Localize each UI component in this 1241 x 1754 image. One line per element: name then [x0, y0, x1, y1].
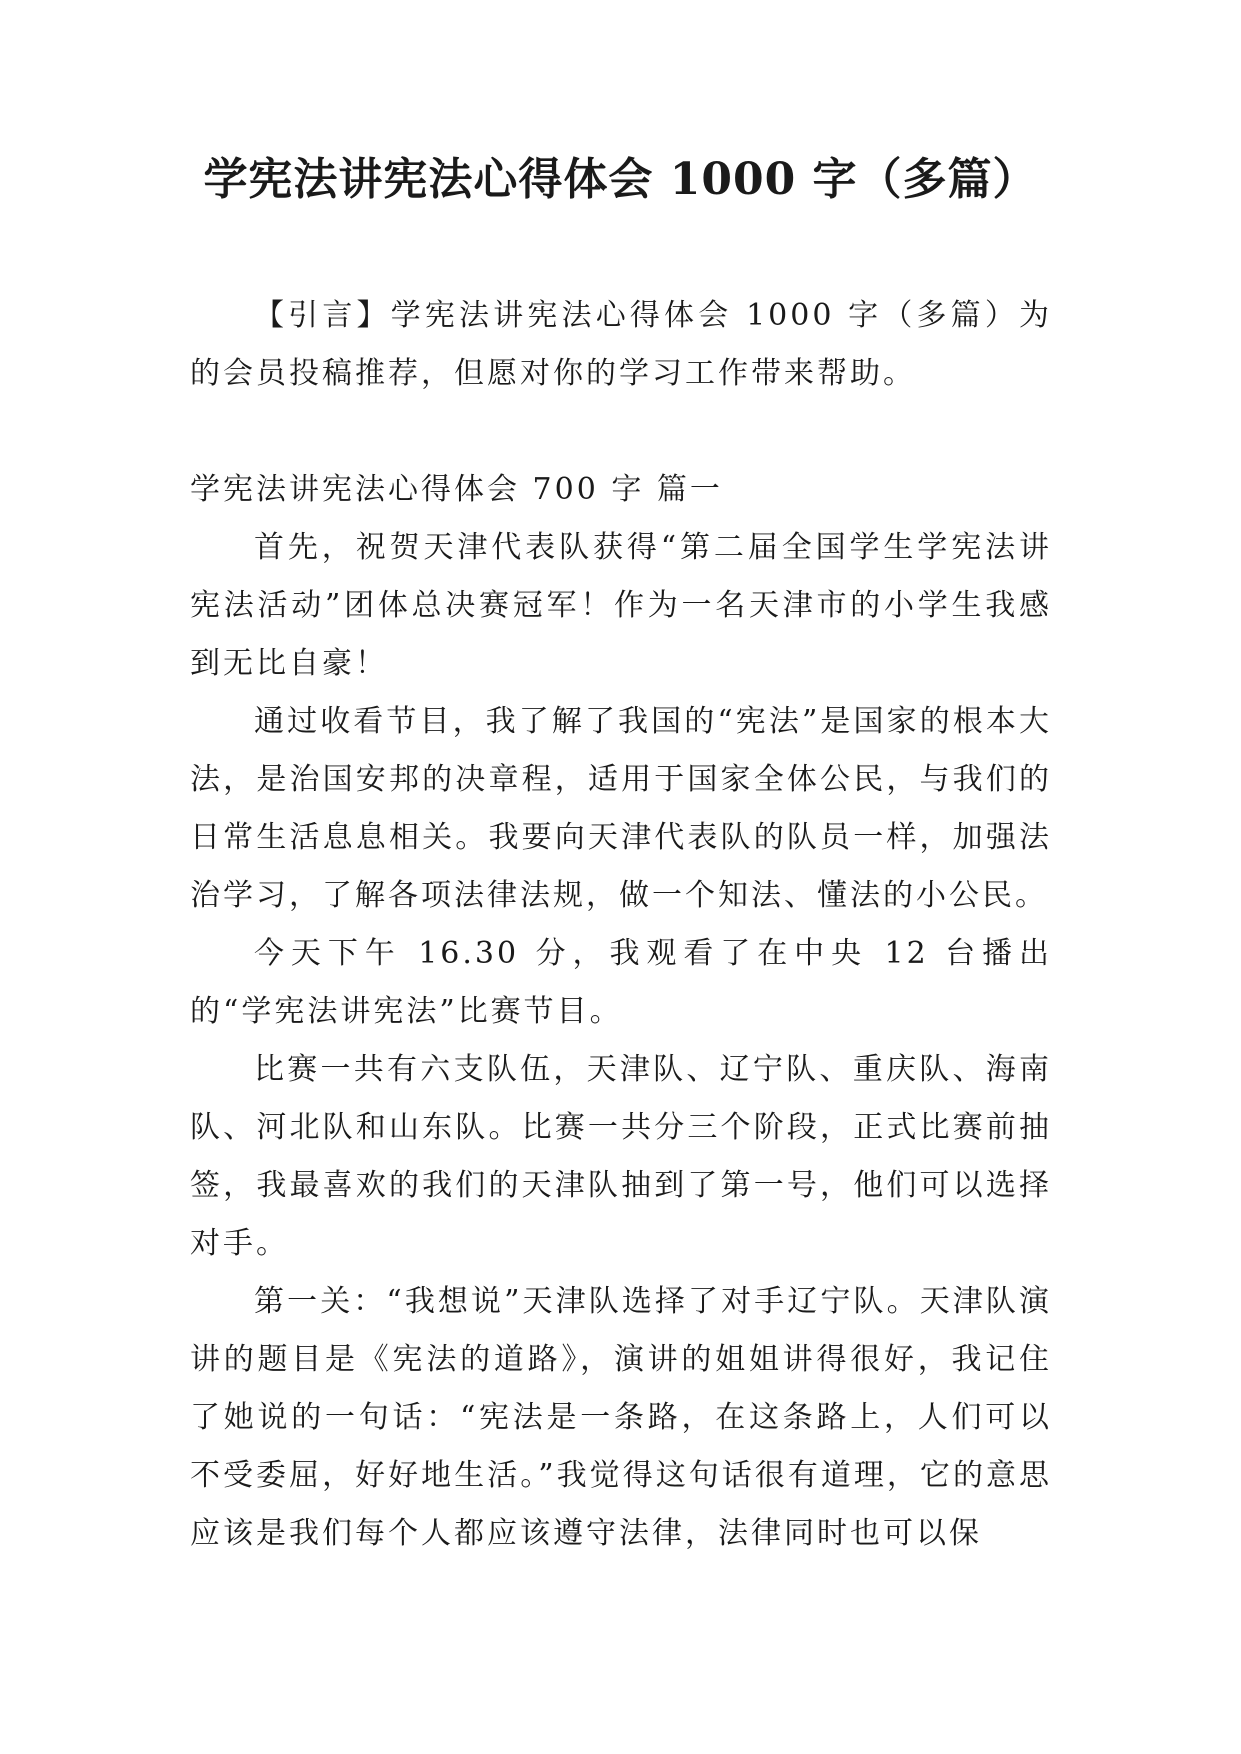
body-paragraph: 今天下午 16.30 分，我观看了在中央 12 台播出的“学宪法讲宪法”比赛节目。 [190, 936, 1052, 1029]
document-title: 学宪法讲宪法心得体会 1000 字（多篇） [203, 154, 1038, 205]
body-paragraph: 首先，祝贺天津代表队获得“第二届全国学生学宪法讲宪法活动”团体总决赛冠军！作为一名天津市的小学生我感到无比自豪！ [190, 530, 1052, 681]
body-paragraph: 比赛一共有六支队伍，天津队、辽宁队、重庆队、海南队、河北队和山东队。比赛一共分三个阶段，正式比赛前抽签，我最喜欢的我们的天津队抽到了第一号，他们可以选择对手。 [190, 1052, 1052, 1261]
document-body [190, 287, 1052, 1563]
intro-paragraph: 【引言】学宪法讲宪法心得体会 1000 字（多篇）为的会员投稿推荐，但愿对你的学习工作带来帮助。 [190, 298, 1052, 391]
body-paragraph: 第一关：“我想说”天津队选择了对手辽宁队。天津队演讲的题目是《宪法的道路》，演讲的姐姐讲得很好，我记住了她说的一句话：“宪法是一条路，在这条路上，人们可以不受委屈，好好地生活。”我觉得这句话很有道理，它的意思应该是我们每个人都应该遵守法律，法律同时也可以保 [190, 1284, 1052, 1551]
body-paragraph: 通过收看节目，我了解了我国的“宪法”是国家的根本大法，是治国安邦的决章程，适用于国家全体公民，与我们的日常生活息息相关。我要向天津代表队的队员一样，加强法治学习，了解各项法律法规，做一个知法、懂法的小公民。 [190, 704, 1052, 913]
section-heading: 学宪法讲宪法心得体会 700 字 篇一 [190, 472, 723, 507]
